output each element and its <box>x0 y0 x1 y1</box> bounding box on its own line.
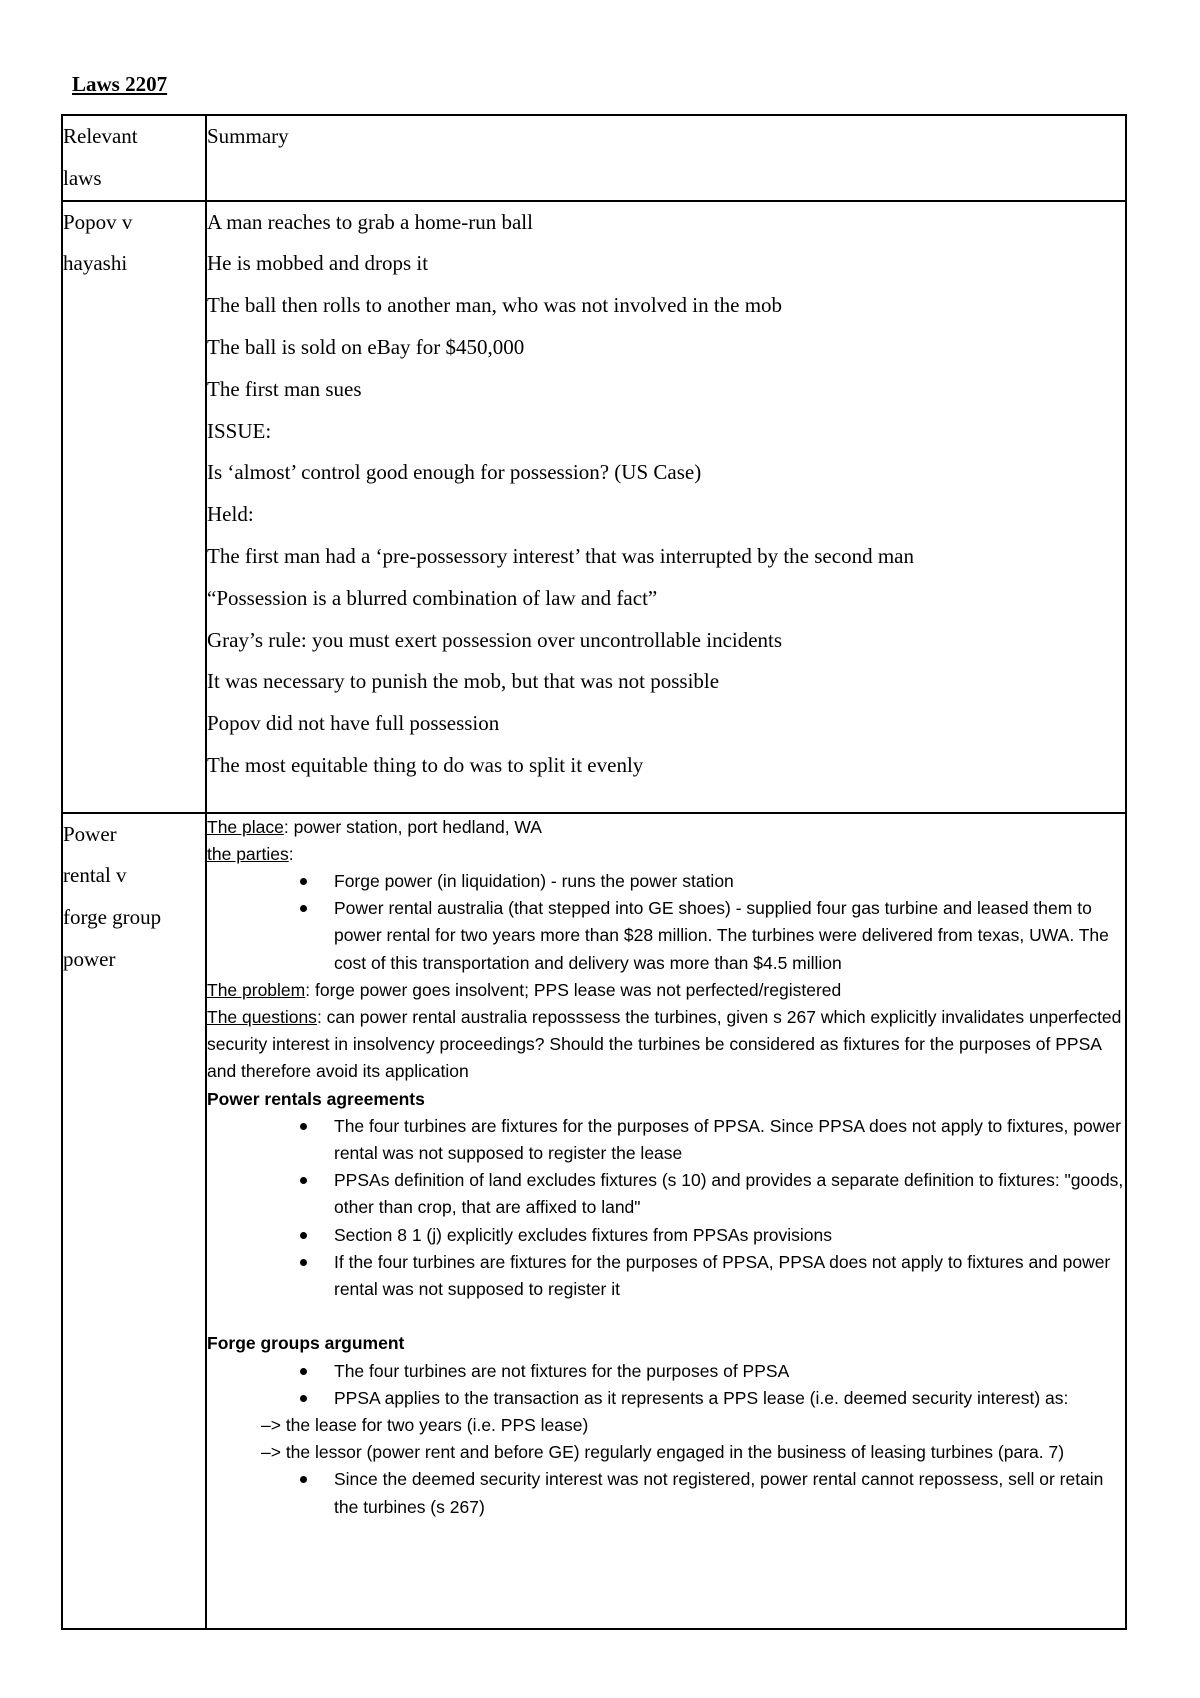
header-col1-line: laws <box>63 165 102 190</box>
list-item-text: Power rental australia (that stepped into GE shoes) - supplied four gas turbine and leased them to power rental for two years more than $28 million. The turbines were delivered from texas, UWA. The cost of this transportation and delivery was more than $4.5 million <box>334 898 1109 973</box>
list-item <box>334 1385 1125 1412</box>
place-line <box>207 814 1125 841</box>
problem-line <box>207 977 1125 1004</box>
list-item <box>334 1358 1125 1385</box>
parties-colon: : <box>288 843 294 864</box>
list-item-text: The four turbines are not fixtures for the purposes of PPSA <box>334 1360 790 1381</box>
list-item <box>334 1113 1125 1167</box>
case-name-line: power <box>63 946 116 971</box>
bullet-icon <box>300 1476 307 1483</box>
problem-text: : forge power goes insolvent; PPS lease was not perfected/registered <box>305 979 842 1000</box>
forge-list <box>207 1358 1125 1412</box>
page-title: Laws 2207 <box>72 72 168 96</box>
list-item-text: PPSAs definition of land excludes fixtures (s 10) and provides a separate definition to fixtures: "goods, other than crop, that are affixed to land" <box>334 1170 1124 1218</box>
header-col2-label: Summary <box>207 124 289 148</box>
case-name-line: rental v <box>63 863 127 888</box>
summary-table <box>61 114 1127 1630</box>
arrow-line: –> the lease for two years (i.e. PPS lease) <box>261 1415 589 1436</box>
bullet-icon <box>300 1368 307 1375</box>
place-label: The place <box>207 816 284 837</box>
bullet-icon <box>300 1259 307 1266</box>
summary-line: Gray’s rule: you must exert possession over uncontrollable incidents <box>207 627 783 652</box>
bullet-icon <box>300 1395 307 1402</box>
questions-label: The questions <box>207 1007 317 1028</box>
summary-line: It was necessary to punish the mob, but that was not possible <box>207 669 720 694</box>
table-row-popov <box>62 201 1126 813</box>
list-item-text: Section 8 1 (j) explicitly excludes fixtures from PPSAs provisions <box>334 1224 832 1245</box>
case-name-line: forge group <box>63 905 162 930</box>
header-col1-line: Relevant <box>63 124 138 148</box>
forge-heading: Forge groups argument <box>207 1333 405 1354</box>
summary-line: ISSUE: <box>207 418 272 443</box>
forge-final-list <box>207 1466 1125 1520</box>
parties-line <box>207 841 1125 868</box>
bullet-icon <box>300 1232 307 1239</box>
bullet-icon <box>300 905 307 912</box>
table-row-power-rental <box>62 813 1126 1629</box>
parties-list <box>207 868 1125 977</box>
place-text: : power station, port hedland, WA <box>283 816 542 837</box>
questions-line <box>207 1004 1125 1086</box>
summary-line: Popov did not have full possession <box>207 711 500 736</box>
table-header-row <box>62 115 1126 201</box>
list-item <box>334 1222 1125 1249</box>
list-item-text: The four turbines are fixtures for the purposes of PPSA. Since PPSA does not apply to fixtures, power rental was not supposed to register the lease <box>334 1115 1121 1164</box>
header-summary <box>206 115 1126 201</box>
list-item <box>334 868 1125 895</box>
bullet-icon <box>300 1123 307 1130</box>
summary-line: The first man sues <box>207 376 362 401</box>
summary-line: Is ‘almost’ control good enough for possession? (US Case) <box>207 460 702 485</box>
case-summary-cell <box>206 201 1126 813</box>
list-item <box>334 1167 1125 1221</box>
summary-line: A man reaches to grab a home-run ball <box>207 209 533 234</box>
summary-line: The most equitable thing to do was to split it evenly <box>207 752 644 777</box>
questions-text: : can power rental australia reposssess the turbines, given s 267 which explicitly invalidates unperfected security interest in insolvency proceedings? Should the turbines be considered as fixtures for the purposes of PPSA and therefore avoid its application <box>207 1007 1122 1082</box>
summary-line: Held: <box>207 502 254 527</box>
list-item <box>334 895 1125 977</box>
case-name-line: Power <box>63 821 117 846</box>
list-item-text: PPSA applies to the transaction as it represents a PPS lease (i.e. deemed security interest) as: <box>334 1387 1069 1408</box>
summary-line: He is mobbed and drops it <box>207 251 429 276</box>
parties-label: the parties <box>207 843 289 864</box>
problem-label: The problem <box>207 979 306 1000</box>
bullet-icon <box>300 878 307 885</box>
case-name-line: hayashi <box>63 251 128 276</box>
power-rentals-heading: Power rentals agreements <box>207 1088 425 1109</box>
arrow-line: –> the lessor (power rent and before GE) regularly engaged in the business of leasing turbines (para. 7) <box>261 1442 1065 1463</box>
list-item-text: Since the deemed security interest was not registered, power rental cannot repossess, sell or retain the turbines (s 267) <box>334 1469 1104 1517</box>
list-item-text: Forge power (in liquidation) - runs the power station <box>334 871 734 891</box>
case-summary-cell <box>206 813 1126 1629</box>
list-item <box>334 1249 1125 1303</box>
case-name-cell <box>62 813 206 1629</box>
bullet-icon <box>300 1177 307 1184</box>
case-name-line: Popov v <box>63 209 133 234</box>
list-item-text: If the four turbines are fixtures for the purposes of PPSA, PPSA does not apply to fixtures and power rental was not supposed to register it <box>334 1251 1111 1300</box>
blank-line <box>207 1303 1125 1330</box>
summary-line: The first man had a ‘pre-possessory interest’ that was interrupted by the second man <box>207 543 914 568</box>
case-name-cell <box>62 201 206 813</box>
list-item <box>334 1466 1125 1520</box>
power-rentals-list <box>207 1113 1125 1303</box>
summary-line: “Possession is a blurred combination of law and fact” <box>207 585 658 610</box>
summary-line: The ball is sold on eBay for $450,000 <box>207 334 525 359</box>
header-relevant-laws <box>62 115 206 201</box>
summary-line: The ball then rolls to another man, who was not involved in the mob <box>207 293 783 318</box>
